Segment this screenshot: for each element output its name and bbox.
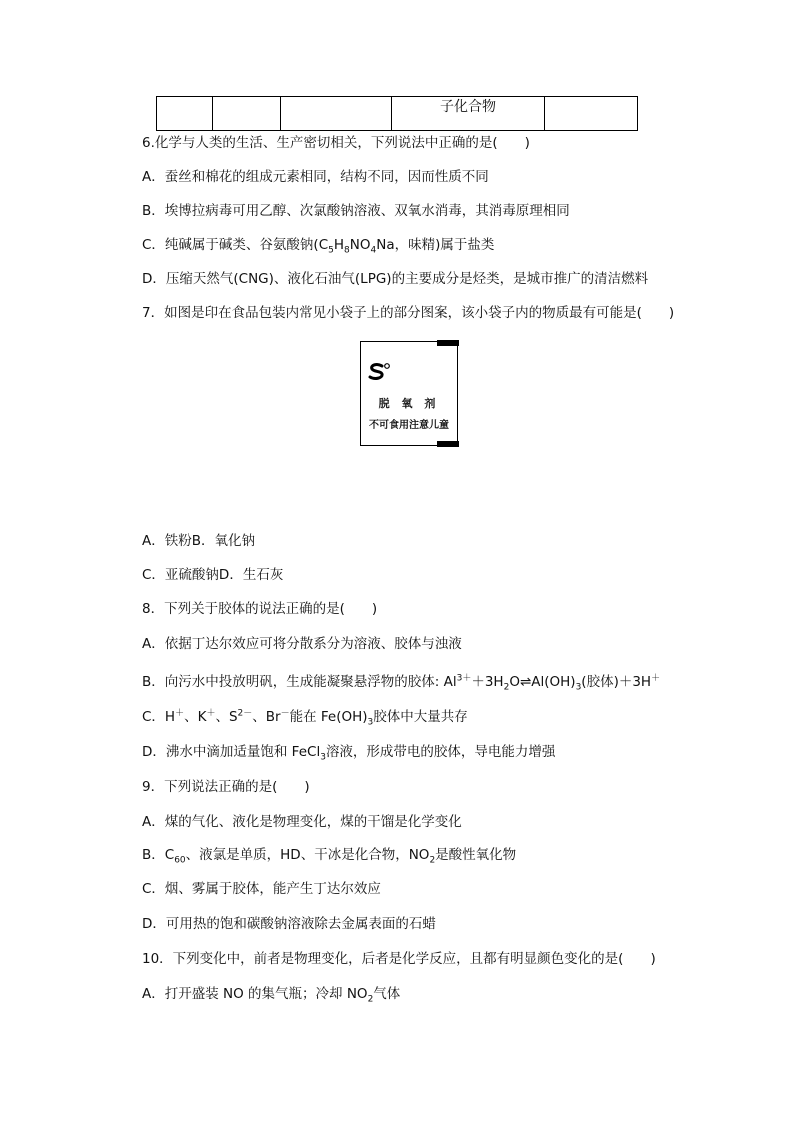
- question-6-option-b: B．埃博拉病毒可用乙醇、次氯酸钠溶液、双氧水消毒，其消毒原理相同: [142, 203, 570, 219]
- s-degree-logo-icon: [367, 362, 393, 382]
- deoxidizer-packet-figure: [360, 341, 458, 446]
- question-8-option-a: A．依据丁达尔效应可将分散系分为溶液、胶体与浊液: [142, 636, 462, 652]
- table-cell: [545, 97, 638, 131]
- packet-title: 脱 氧 剂: [378, 397, 440, 410]
- question-6-stem: 6.化学与人类的生活、生产密切相关，下列说法中正确的是( ): [142, 135, 530, 151]
- question-6-option-a: A．蚕丝和棉花的组成元素相同，结构不同，因而性质不同: [142, 169, 489, 185]
- corner-mark: [437, 340, 459, 346]
- question-9-option-a: A．煤的气化、液化是物理变化，煤的干馏是化学变化: [142, 814, 462, 830]
- question-8-option-d: D．沸水中滴加适量饱和 FeCl$_3$溶液，形成带电的胶体，导电能力增强: [142, 744, 556, 763]
- question-6-option-c: C．纯碱属于碱类、谷氨酸钠($C_5H_8NO_4Na$，味精)属于盐类: [142, 237, 495, 256]
- table-cell: 子化合物: [392, 97, 545, 131]
- packet-warning: 不可食用注意儿童: [369, 420, 449, 431]
- table-cell: [157, 97, 213, 131]
- question-7-stem: 7．如图是印在食品包装内常见小袋子上的部分图案，该小袋子内的物质最有可能是( ): [142, 305, 675, 321]
- equilibrium-arrow: ⇌: [519, 674, 532, 690]
- question-7-options-cd: C．亚硫酸钠D．生石灰: [142, 567, 284, 583]
- table-fragment: [156, 96, 638, 131]
- question-8-option-b: B．向污水中投放明矾，生成能凝聚悬浮物的胶体: $Al^{3+}+3H_2O\rightleftharpoons Al(OH)_3$(胶体)＋3H＋: [142, 673, 661, 693]
- question-9-option-b: B．$C_{60}$、液氯是单质，HD、干冰是化合物，$NO_2$是酸性氧化物: [142, 847, 517, 866]
- table-cell: [281, 97, 392, 131]
- question-9-option-c: C．烟、雾属于胶体，能产生丁达尔效应: [142, 881, 381, 897]
- question-10-option-a: A．打开盛装 NO 的集气瓶；冷却 $NO_2$气体: [142, 986, 401, 1005]
- question-9-option-d: D．可用热的饱和碳酸钠溶液除去金属表面的石蜡: [142, 916, 436, 932]
- table-cell: [213, 97, 281, 131]
- question-8-option-c: C．H＋、K＋、$S^{2-}$、Br－能在 $Fe(OH)_3$胶体中大量共存: [142, 708, 468, 728]
- question-6-option-d: D．压缩天然气(CNG)、液化石油气(LPG)的主要成分是烃类，是城市推广的清洁燃料: [142, 271, 649, 287]
- question-10-stem: 10．下列变化中，前者是物理变化，后者是化学反应，且都有明显颜色变化的是( ): [142, 951, 656, 967]
- question-9-stem: 9．下列说法正确的是( ): [142, 779, 310, 795]
- corner-mark: [437, 441, 459, 447]
- question-8-stem: 8．下列关于胶体的说法正确的是( ): [142, 601, 378, 617]
- question-7-options-ab: A．铁粉B．氧化钠: [142, 533, 255, 549]
